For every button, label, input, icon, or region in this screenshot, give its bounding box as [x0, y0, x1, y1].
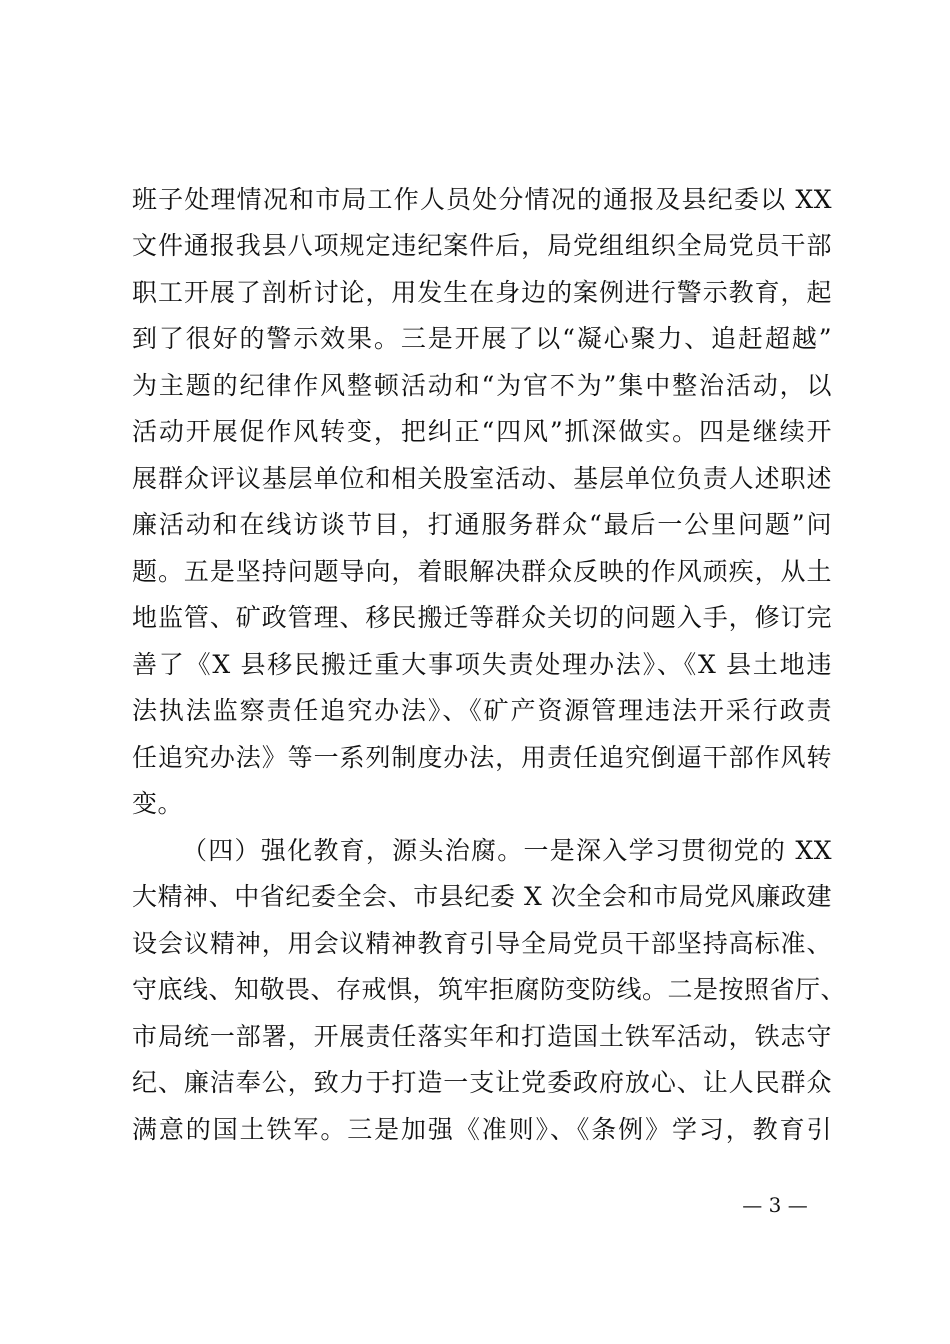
page-number: — 3 —	[742, 1193, 808, 1217]
text-line: 到了很好的警示效果。三是开展了以“凝心聚力、追赶超越”	[132, 324, 832, 353]
text-line: 大精神、中省纪委全会、市县纪委 X 次全会和市局党风廉政建	[132, 882, 832, 911]
text-line: 守底线、知敬畏、存戒惧，筑牢拒腐防变防线。二是按照省厅、	[132, 975, 847, 1004]
text-line: 善了《X 县移民搬迁重大事项失责处理办法》、《X 县土地违	[132, 650, 832, 679]
text-line: 班子处理情况和市局工作人员处分情况的通报及县纪委以 XX	[132, 185, 832, 214]
text-line: 满意的国土铁军。三是加强《准则》、《条例》学习，教育引	[132, 1115, 832, 1144]
text-line: 职工开展了剖析讨论，用发生在身边的案例进行警示教育，起	[132, 278, 832, 307]
text-line: 展群众评议基层单位和相关股室活动、基层单位负责人述职述	[132, 464, 832, 493]
text-line: 法执法监察责任追究办法》、《矿产资源管理违法开采行政责	[132, 696, 832, 725]
text-line: 文件通报我县八项规定违纪案件后，局党组组织全局党员干部	[132, 231, 832, 260]
paragraph-heading-line: （四）强化教育，源头治腐。一是深入学习贯彻党的 XX	[182, 836, 832, 865]
text-line: 地监管、矿政管理、移民搬迁等群众关切的问题入手，修订完	[132, 603, 832, 632]
text-line: 廉活动和在线访谈节目，打通服务群众“最后一公里问题”问	[132, 510, 832, 539]
text-line: 纪、廉洁奉公，致力于打造一支让党委政府放心、让人民群众	[132, 1068, 832, 1097]
text-line: 设会议精神，用会议精神教育引导全局党员干部坚持高标准、	[132, 929, 832, 958]
text-line: 为主题的纪律作风整顿活动和“为官不为”集中整治活动，以	[132, 371, 832, 400]
text-line: 题。五是坚持问题导向，着眼解决群众反映的作风顽疾，从土	[132, 557, 832, 586]
text-line: 活动开展促作风转变，把纠正“四风”抓深做实。四是继续开	[132, 417, 832, 446]
text-line: 任追究办法》等一系列制度办法，用责任追究倒逼干部作风转	[132, 743, 832, 772]
text-line: 变。	[132, 789, 184, 818]
text-line: 市局统一部署，开展责任落实年和打造国土铁军活动，铁志守	[132, 1022, 832, 1051]
